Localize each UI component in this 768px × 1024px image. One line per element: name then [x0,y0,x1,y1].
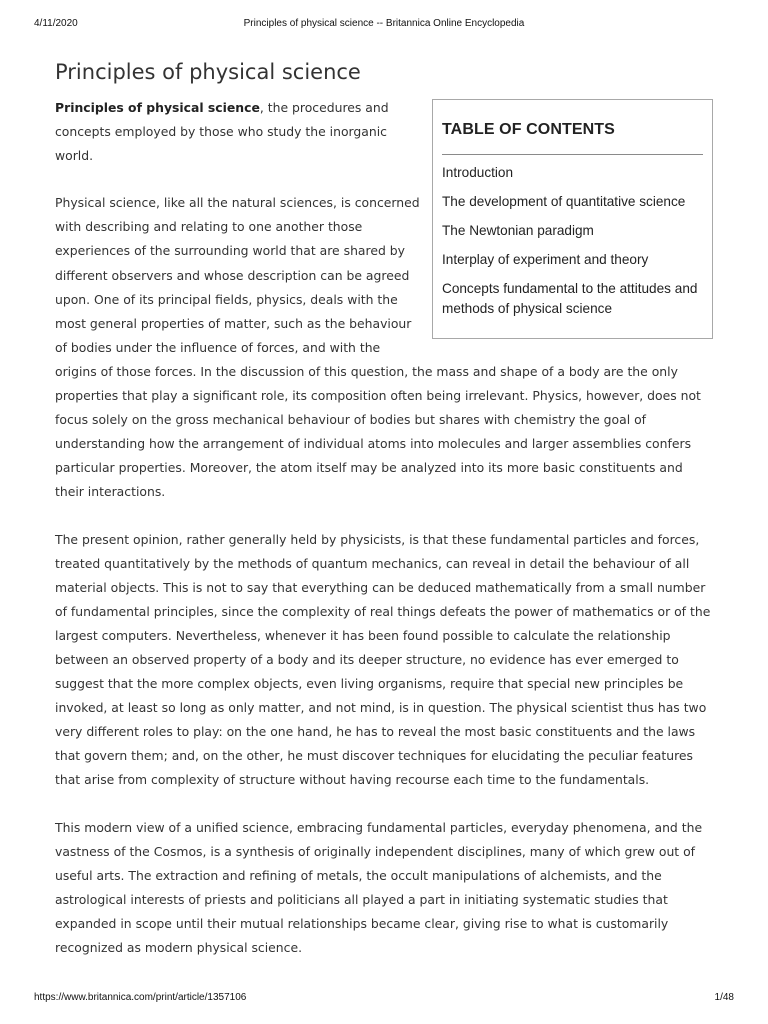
body-paragraph: The present opinion, rather generally held by physicists, is that these fundamental particles and forces, treated quantitatively by the methods of quantum mechanics, can reveal in detail the behaviour of all material objects. This is not to say that everything can be deduced mathematically from a small number of fundamental principles, since the complexity of real things defeats the power of mathematics or of the largest computers. Nevertheless, whenever it has been found possible to calculate the relationship between an observed property of a body and its deeper structure, no evidence has ever emerged to suggest that the more complex objects, even living organisms, require that special new principles be invoked, at least so long as only matter, and not mind, is in question. The physical scientist thus has two very different roles to play: on the one hand, he has to reveal the most basic constituents and the laws that govern them; and, on the other, he must discover techniques for elucidating the peculiar features that arise from complexity of structure without having recourse each time to the fundamentals. [55,531,711,788]
article-content [55,56,713,983]
print-footer [34,992,734,1006]
page-number: 1/48 [714,992,734,1003]
table-of-contents [432,99,713,339]
toc-item-quantitative-science[interactable]: The development of quantitative science [442,194,686,209]
body-paragraph: Physical science, like all the natural sciences, is concerned with describing and relating to one another those experiences of the surrounding world that are shared by different observers and whose description can be agreed upon. One of its principal fields, physics, deals with the most general properties of matter, such as the behaviour of bodies under the influence of forces, and with the origins of those forces. In the discussion of this question, the mass and shape of a body are the only properties that play a significant role, its composition often being irrelevant. Physics, however, does not focus solely on the gross mechanical behaviour of bodies but shares with chemistry the goal of understanding how the arrangement of individual atoms into molecules and larger assemblies confers particular properties. Moreover, the atom itself may be analyzed into its more basic constituents and their interactions. [55,195,701,500]
toc-item-newtonian-paradigm[interactable]: The Newtonian paradigm [442,223,594,238]
toc-item-introduction[interactable]: Introduction [442,165,514,180]
print-date: 4/11/2020 [34,18,78,29]
toc-item-fundamental-concepts[interactable]: Concepts fundamental to the attitudes and methods of physical science [442,281,698,316]
print-header [34,18,734,32]
page-title: Principles of physical science [55,60,361,84]
print-document-title: Principles of physical science -- Britannica Online Encyclopedia [243,18,525,29]
body-paragraph: This modern view of a unified science, embracing fundamental particles, everyday phenomena, and the vastness of the Cosmos, is a synthesis of originally independent disciplines, many of which grew out of useful arts. The extraction and refining of metals, the occult manipulations of alchemists, and the astrological interests of priests and politicians all played a part in initiating systematic studies that expanded in scope until their mutual relationships became clear, giving rise to what is customarily recognized as modern physical science. [55,819,703,955]
intro-term: Principles of physical science [55,100,260,115]
print-url: https://www.britannica.com/print/article/1357106 [34,992,247,1003]
toc-title: TABLE OF CONTENTS [442,110,703,155]
toc-item-experiment-theory[interactable]: Interplay of experiment and theory [442,252,649,267]
intro-definition: , the procedures and concepts employed by those who study the inorganic world. [55,100,389,164]
